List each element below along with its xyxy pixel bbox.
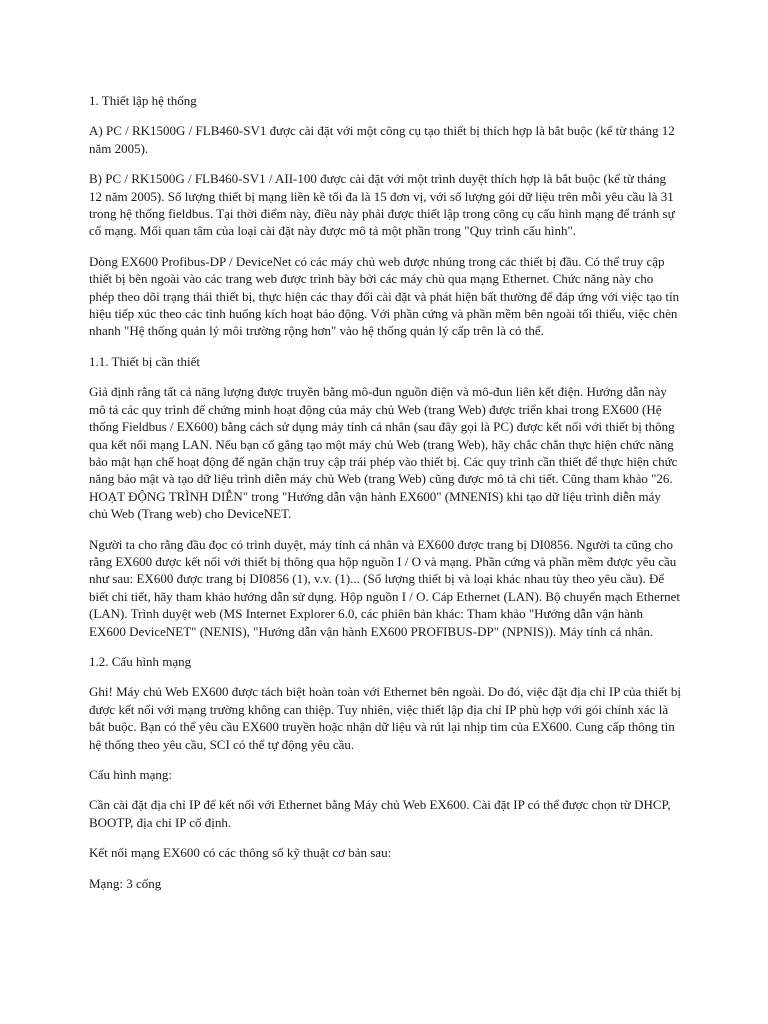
paragraph-a: A) PC / RK1500G / FLB460-SV1 được cài đặt với một công cụ tạo thiết bị thích hợp là bắt buộc (kể từ tháng 12 năm 2005). <box>89 123 675 156</box>
paragraph-network-config-label: Cấu hình mạng: <box>89 767 173 782</box>
paragraph-ports: Mạng: 3 cổng <box>89 875 162 891</box>
section-heading-1-2: 1.2. Cấu hình mạng <box>89 653 192 669</box>
paragraph-note: Ghi! Máy chủ Web EX600 được tách biệt hoàn toàn với Ethernet bên ngoài. Do đó, việc đặt địa chỉ IP của thiết bị được kết nối với mạng trường không can thiệp. Tuy nhiên, việc thiết lập địa chỉ IP phù hợp với gói chính xác là bắt buộc. Bạn có thể yêu cầu EX600 truyền hoặc nhận dữ liệu và rút lại nhịp tim của EX600. Cung cấp thông tin hệ thống theo yêu cầu, SCI có thể tự động yêu cầu. <box>89 684 681 752</box>
paragraph-ip-settings: Cần cài đặt địa chỉ IP để kết nối với Ethernet bằng Máy chủ Web EX600. Cài đặt IP có thể được chọn từ DHCP, BOOTP, địa chỉ IP cố định. <box>89 797 671 830</box>
paragraph-b: B) PC / RK1500G / FLB460-SV1 / AII-100 được cài đặt với một trình duyệt thích hợp là bắt buộc (kể từ tháng 12 năm 2005). Số lượng thiết bị mạng liền kề tối đa là 15 đơn vị, với số lượng gói dữ liệu trên mỗi yêu cầu là 31 trong hệ thống fieldbus. Tại thời điểm này, điều này phải được thiết lập trong công cụ cấu hình mạng để tránh sự cố mạng. Mối quan tâm của loại cài đặt này được mô tả một phần trong "Quy trình cấu hình". <box>89 171 675 239</box>
paragraph-ex600-intro: Dòng EX600 Profibus-DP / DeviceNet có các máy chủ web được nhúng trong các thiết bị đầu. Có thể truy cập thiết bị bên ngoài vào các trang web được trình bày bởi các máy chủ qua mạng Ethernet. Chức năng này cho phép theo dõi trạng thái thiết bị, thực hiện các thay đổi cài đặt và phát hiện bất thường để đáp ứng với việc tạo tín hiệu tiếp xúc theo các tình huống kích hoạt báo động. Với phần cứng và phần mềm bên ngoài tối thiểu, việc chèn nhanh "Hệ thống quản lý môi trường rộng hơn" vào hệ thống quản lý cấp trên là có thể. <box>89 253 680 339</box>
paragraph-hardware-software: Người ta cho rằng đầu đọc có trình duyệt, máy tính cá nhân và EX600 được trang bị DI0856. Người ta cũng cho rằng EX600 được kết nối với thiết bị thông qua hộp nguồn I / O và mạng. Phần cứng và phần mềm được yêu cầu như sau: EX600 được trang bị DI0856 (1), v.v. (1)... (Số lượng thiết bị và loại khác nhau tùy theo yêu cầu). Để biết chi tiết, hãy tham khảo hướng dẫn sử dụng. Hộp nguồn I / O. Cáp Ethernet (LAN). Bộ chuyển mạch Ethernet (LAN). Trình duyệt web (MS Internet Explorer 6.0, các phiên bản khác: Tham khảo "Hướng dẫn vận hành EX600 DeviceNET" (NENIS), "Hướng dẫn vận hành EX600 PROFIBUS-DP" (NPNIS)). Máy tính cá nhân. <box>89 536 681 639</box>
paragraph-required-devices: Giả định rằng tất cả năng lượng được truyền bằng mô-đun nguồn điện và mô-đun liên kết điện. Hướng dẫn này mô tả các quy trình để chứng minh hoạt động của máy chủ Web (trang Web) được triển khai trong EX600 (Hệ thống Fieldbus / EX600) bằng cách sử dụng máy tính cá nhân (sau đây gọi là PC) được kết nối với thiết bị thông qua kết nối mạng LAN. Nếu bạn cố gắng tạo một máy chủ Web (trang Web), hãy chắc chắn thực hiện chức năng bảo mật hạn chế hoạt động để ngăn chặn truy cập trái phép vào thiết bị. Các quy trình cần thiết để thực hiện chức năng bảo mật và tạo dữ liệu trình diễn máy chủ Web (trang Web) cũng được mô tả chi tiết. Cũng tham khảo "26. HOẠT ĐỘNG TRÌNH DIỄN" trong "Hướng dẫn vận hành EX600" (MNENIS) khi tạo dữ liệu trình diễn máy chủ Web (Trang web) cho DeviceNET. <box>89 384 678 522</box>
document-body <box>89 92 681 905</box>
paragraph-network-specs: Kết nối mạng EX600 có các thông số kỹ thuật cơ bản sau: <box>89 845 392 861</box>
section-heading-1: 1. Thiết lập hệ thống <box>89 93 197 108</box>
section-heading-1-1: 1.1. Thiết bị cần thiết <box>89 353 200 369</box>
